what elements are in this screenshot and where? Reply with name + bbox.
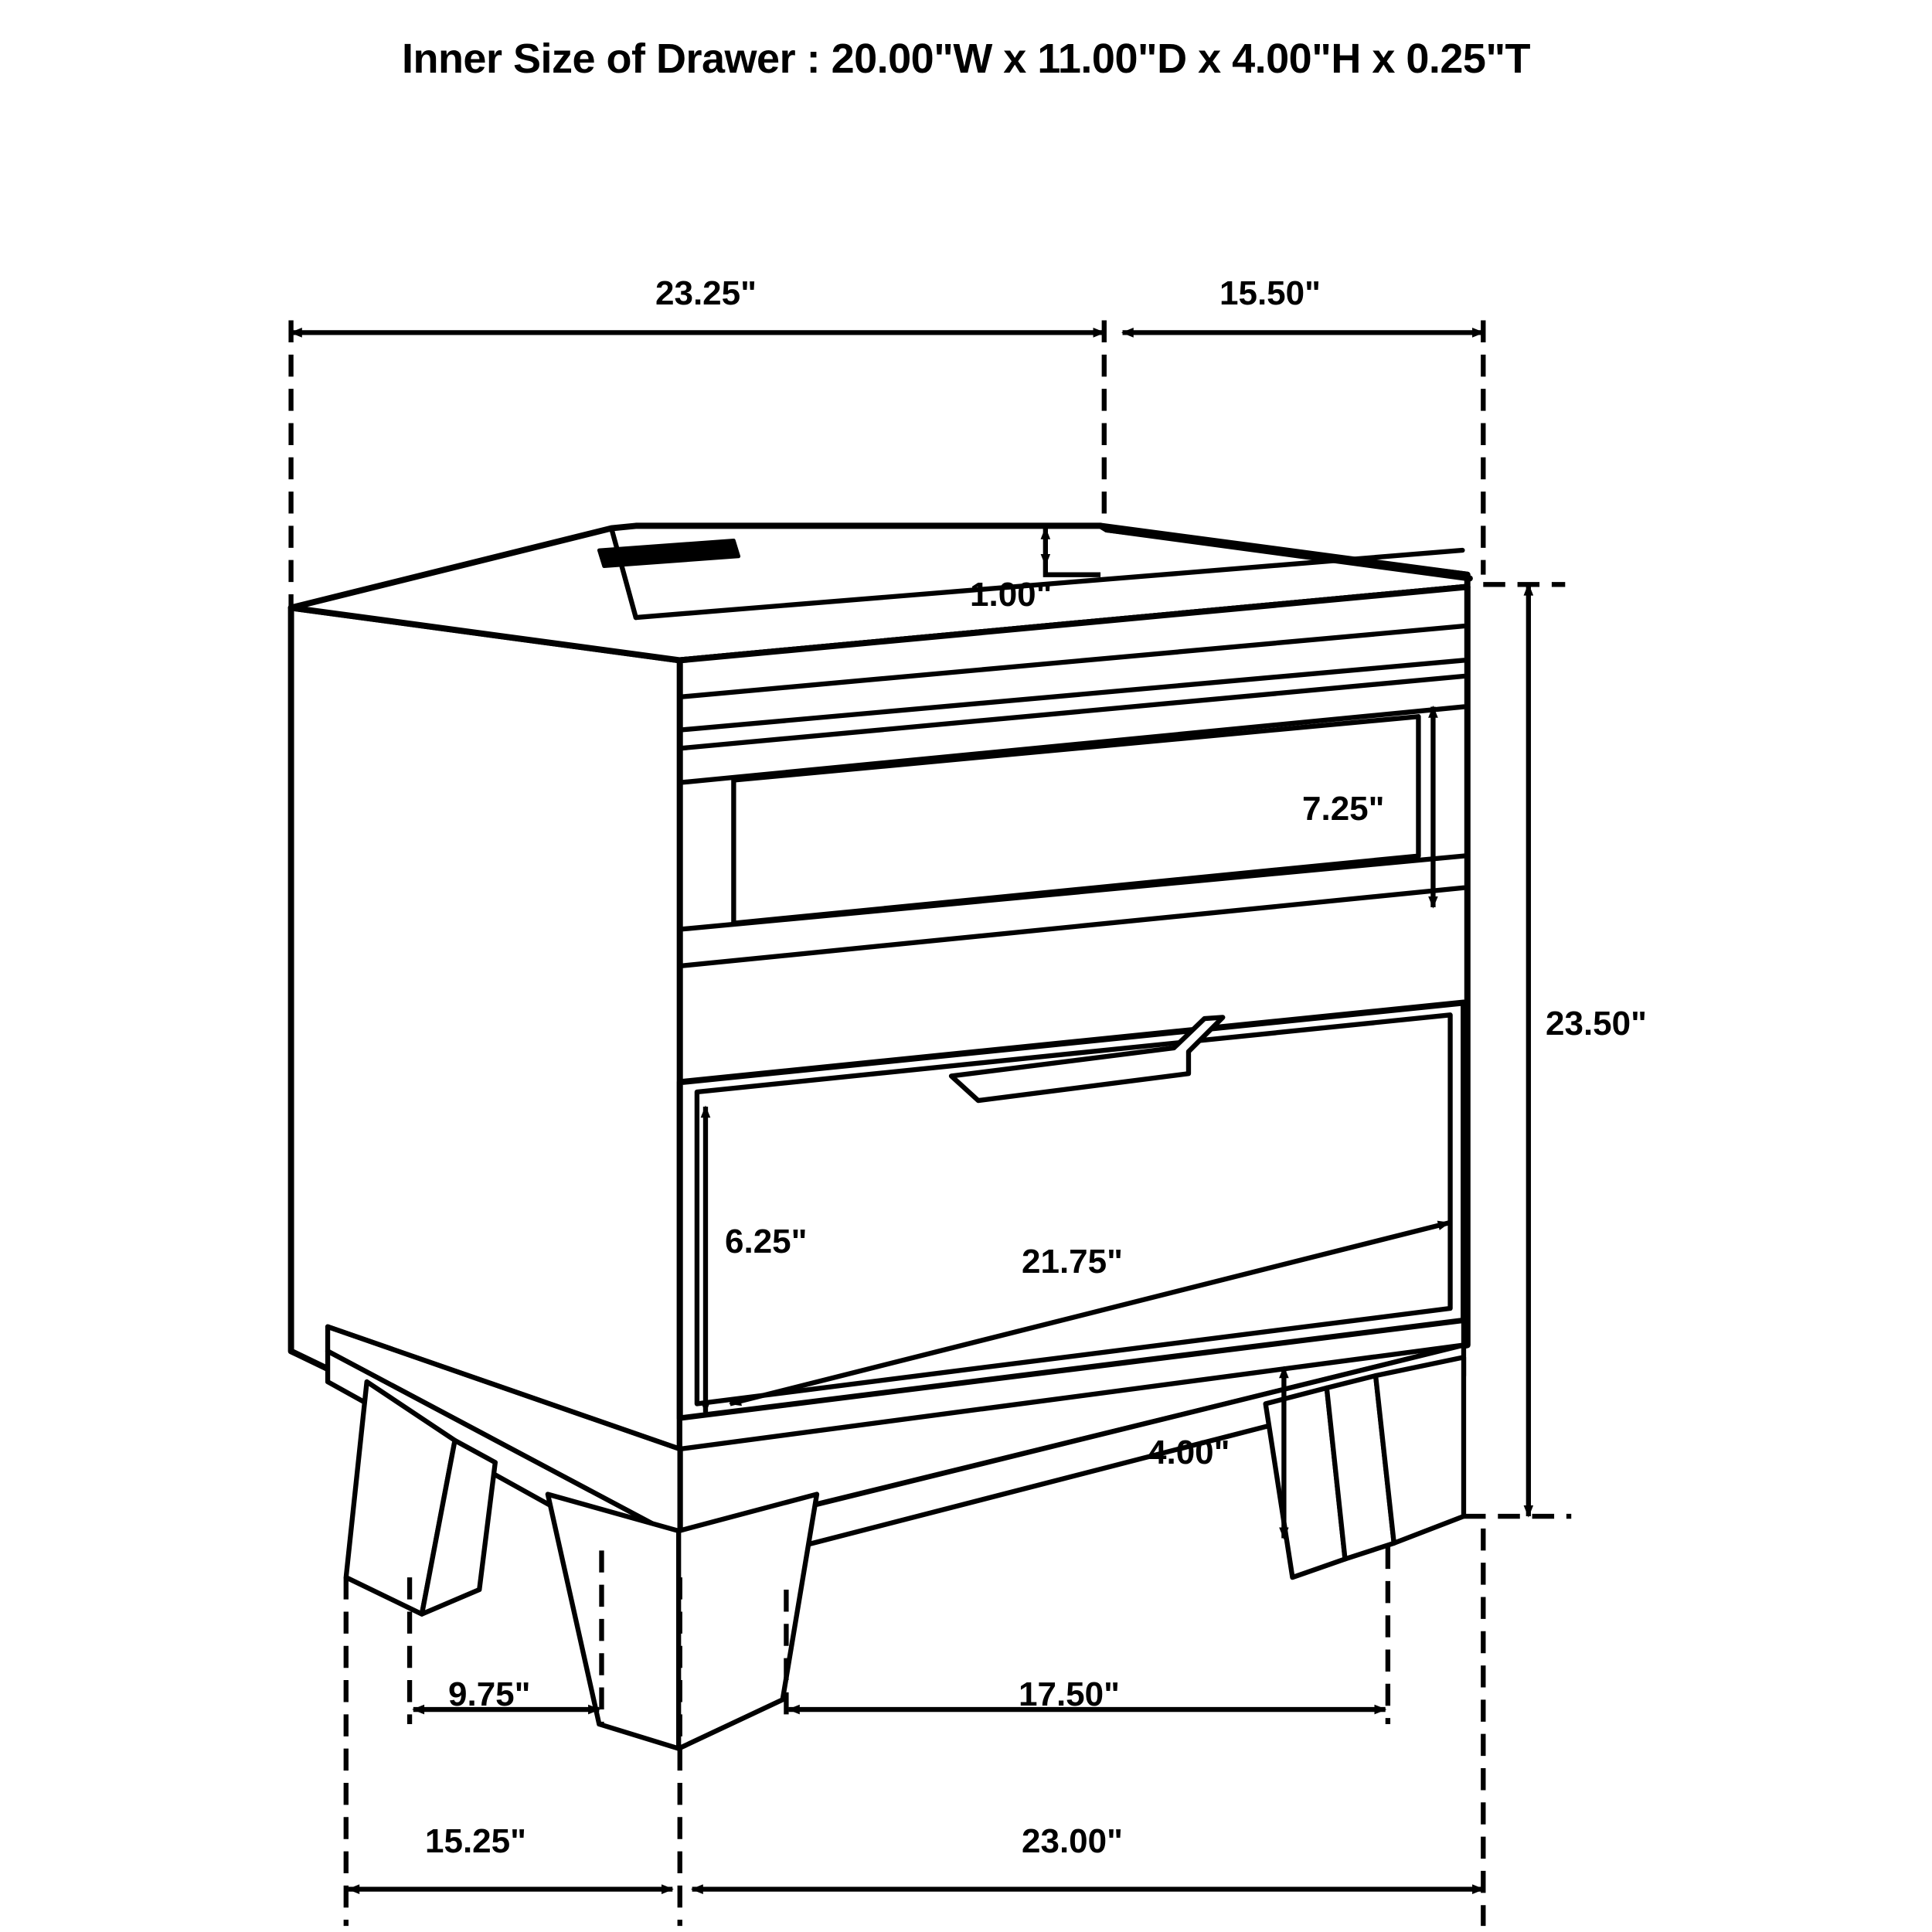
- dimension-label: 23.25": [655, 274, 757, 312]
- dimension-label: 6.25": [725, 1223, 808, 1260]
- dimension-label: 15.50": [1219, 274, 1321, 312]
- dimension-label: 15.25": [425, 1822, 526, 1860]
- page-title: Inner Size of Drawer : 20.00"W x 11.00"D x 4.00"H x 0.25"T: [401, 36, 1531, 82]
- dimension-label: 17.50": [1019, 1675, 1120, 1713]
- dimension-label: 23.00": [1022, 1822, 1123, 1860]
- dimension-label: 7.25": [1302, 790, 1385, 828]
- dimension-label: 4.00": [1148, 1434, 1230, 1471]
- nightstand-body: [291, 526, 1470, 1748]
- dimension-label: 23.50": [1546, 1005, 1647, 1043]
- dimension-label: 21.75": [1022, 1243, 1123, 1281]
- dimension-label: 9.75": [448, 1675, 531, 1713]
- dimension-label: 1.00": [970, 576, 1053, 614]
